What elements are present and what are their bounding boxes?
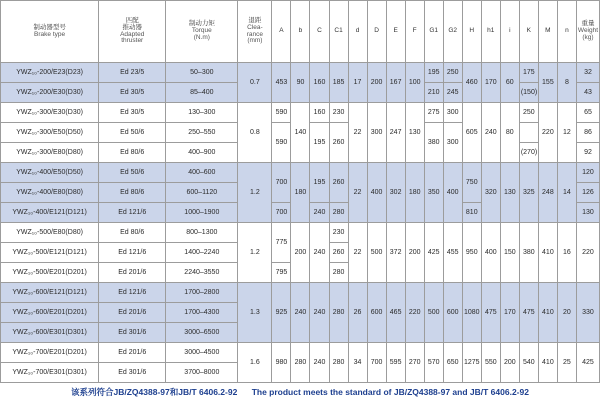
dim-c1: 260 (329, 123, 348, 163)
torque-cell: 3000–4500 (166, 343, 238, 363)
header-i: i (500, 1, 519, 63)
torque-cell: 1700–4300 (166, 303, 238, 323)
dim-c1: 230 (329, 223, 348, 243)
clearance-cell: 0.7 (238, 63, 272, 103)
thruster-cell: Ed 301/6 (99, 363, 166, 383)
dim-c: 195 (310, 123, 329, 163)
dim-c1: 260 (329, 243, 348, 263)
dim-h: 810 (462, 203, 481, 223)
torque-cell: 85–400 (166, 83, 238, 103)
dim-h: 605 (462, 103, 481, 163)
header-torque: 制动力矩 Torque (N.m) (166, 1, 238, 63)
dim-a: 775 (272, 223, 291, 263)
type-cell: YWZ₁₀-500/E201(D201) (1, 263, 99, 283)
weight-cell: 330 (576, 283, 599, 343)
type-cell: YWZ₁₀-200/E30(D30) (1, 83, 99, 103)
dim-e: 372 (386, 223, 405, 283)
header-k: K (519, 1, 538, 63)
torque-cell: 3700–8000 (166, 363, 238, 383)
thruster-cell: Ed 80/6 (99, 223, 166, 243)
type-cell: YWZ₁₀-400/E50(D50) (1, 163, 99, 183)
thruster-cell: Ed 201/6 (99, 343, 166, 363)
torque-cell: 1700–2800 (166, 283, 238, 303)
dim-h1: 240 (481, 103, 500, 163)
dim-g1: 500 (424, 283, 443, 343)
dim-i: 130 (500, 163, 519, 223)
dim-n: 25 (557, 343, 576, 383)
dim-d: 300 (367, 103, 386, 163)
torque-cell: 50–300 (166, 63, 238, 83)
thruster-cell: Ed 23/5 (99, 63, 166, 83)
dim-m: 248 (538, 163, 557, 223)
dim-g2: 455 (443, 223, 462, 283)
standards-footnote (0, 386, 600, 398)
type-cell: YWZ₁₀-400/E80(D80) (1, 183, 99, 203)
dim-c: 160 (310, 63, 329, 103)
torque-cell: 800–1300 (166, 223, 238, 243)
type-cell: YWZ₁₀-600/E301(D301) (1, 323, 99, 343)
dim-d: 700 (367, 343, 386, 383)
dim-a: 590 (272, 123, 291, 163)
dim-i: 170 (500, 283, 519, 343)
dim-g1: 210 (424, 83, 443, 103)
dim-c: 195 (310, 163, 329, 203)
header-h: H (462, 1, 481, 63)
dim-g2: 650 (443, 343, 462, 383)
weight-cell: 130 (576, 203, 599, 223)
dim-k: 540 (519, 343, 538, 383)
dim-g2: 400 (443, 163, 462, 223)
clearance-cell: 1.3 (238, 283, 272, 343)
dim-g2: 300 (443, 123, 462, 163)
dim-k: (150) (519, 83, 538, 103)
weight-cell: 126 (576, 183, 599, 203)
header-e: E (386, 1, 405, 63)
dim-a: 700 (272, 163, 291, 203)
clearance-cell: 1.2 (238, 223, 272, 283)
thruster-cell: Ed 301/6 (99, 323, 166, 343)
clearance-cell: 1.6 (238, 343, 272, 383)
clearance-cell: 0.8 (238, 103, 272, 163)
thruster-cell: Ed 121/6 (99, 243, 166, 263)
weight-cell: 43 (576, 83, 599, 103)
table-row (1, 63, 600, 83)
dim-h1: 320 (481, 163, 500, 223)
dim-c1: 260 (329, 163, 348, 203)
type-cell: YWZ₁₀-300/E50(D50) (1, 123, 99, 143)
footnote-chinese: 该系列符合JB/ZQ4388-97和JB/T 6406.2-92 (71, 387, 238, 397)
dim-k (519, 123, 538, 143)
dim-c1: 185 (329, 63, 348, 103)
thruster-cell: Ed 121/6 (99, 283, 166, 303)
dim-m: 410 (538, 343, 557, 383)
thruster-cell: Ed 50/6 (99, 123, 166, 143)
dim-g1: 275 (424, 103, 443, 123)
dim-d-small: 22 (348, 223, 367, 283)
dim-i: 150 (500, 223, 519, 283)
weight-cell: 425 (576, 343, 599, 383)
dim-g1: 380 (424, 123, 443, 163)
header-g2: G2 (443, 1, 462, 63)
dim-h: 950 (462, 223, 481, 283)
dim-h: 750 (462, 163, 481, 203)
dim-b: 180 (291, 163, 310, 223)
dim-n: 12 (557, 103, 576, 163)
weight-cell: 220 (576, 223, 599, 283)
dim-a: 795 (272, 263, 291, 283)
table-row (1, 103, 600, 123)
dim-a: 453 (272, 63, 291, 103)
dim-c: 240 (310, 203, 329, 223)
dim-h: 460 (462, 63, 481, 103)
dim-n: 20 (557, 283, 576, 343)
dim-f: 200 (405, 223, 424, 283)
dim-h: 1080 (462, 283, 481, 343)
thruster-cell: Ed 50/6 (99, 163, 166, 183)
header-thruster: 匹配 推动器 Adapted thruster (99, 1, 166, 63)
weight-cell: 92 (576, 143, 599, 163)
dim-e: 247 (386, 103, 405, 163)
torque-cell: 400–900 (166, 143, 238, 163)
dim-e: 465 (386, 283, 405, 343)
footnote-english: The product meets the standard of JB/ZQ4388-97 and JB/T 6406.2-92 (251, 387, 529, 397)
dim-m: 220 (538, 103, 557, 163)
dim-h: 1275 (462, 343, 481, 383)
header-c1: C1 (329, 1, 348, 63)
header-brake-type: 制动器型号 Brake type (1, 1, 99, 63)
dim-c: 160 (310, 103, 329, 123)
dim-d: 200 (367, 63, 386, 103)
dim-g2: 300 (443, 103, 462, 123)
dim-h1: 400 (481, 223, 500, 283)
thruster-cell: Ed 30/5 (99, 83, 166, 103)
dim-c: 240 (310, 343, 329, 383)
type-cell: YWZ₁₀-600/E121(D121) (1, 283, 99, 303)
table-row (1, 223, 600, 243)
type-cell: YWZ₁₀-600/E201(D201) (1, 303, 99, 323)
dim-c1: 280 (329, 283, 348, 343)
dim-c1: 280 (329, 203, 348, 223)
dim-e: 302 (386, 163, 405, 223)
thruster-cell: Ed 80/6 (99, 183, 166, 203)
dim-f: 100 (405, 63, 424, 103)
torque-cell: 130–300 (166, 103, 238, 123)
dim-m: 410 (538, 223, 557, 283)
thruster-cell: Ed 201/6 (99, 303, 166, 323)
thruster-cell: Ed 121/6 (99, 203, 166, 223)
dim-d: 600 (367, 283, 386, 343)
type-cell: YWZ₁₀-300/E30(D30) (1, 103, 99, 123)
dim-g2: 600 (443, 283, 462, 343)
type-cell: YWZ₁₀-500/E80(D80) (1, 223, 99, 243)
dim-g1: 195 (424, 63, 443, 83)
dim-h1: 550 (481, 343, 500, 383)
dim-d: 400 (367, 163, 386, 223)
dim-k: 175 (519, 63, 538, 83)
header-d-small: d (348, 1, 367, 63)
dim-c1: 230 (329, 103, 348, 123)
dim-k: 325 (519, 163, 538, 223)
dim-a: 925 (272, 283, 291, 343)
dim-d-small: 34 (348, 343, 367, 383)
dim-n: 14 (557, 163, 576, 223)
torque-cell: 1400–2240 (166, 243, 238, 263)
header-h1: h1 (481, 1, 500, 63)
dim-f: 180 (405, 163, 424, 223)
dim-h1: 475 (481, 283, 500, 343)
dim-d-small: 22 (348, 163, 367, 223)
dim-k: (270) (519, 143, 538, 163)
type-cell: YWZ₁₀-300/E80(D80) (1, 143, 99, 163)
torque-cell: 2240–3550 (166, 263, 238, 283)
dim-a: 980 (272, 343, 291, 383)
type-cell: YWZ₁₀-700/E201(D201) (1, 343, 99, 363)
header-n: n (557, 1, 576, 63)
weight-cell: 65 (576, 103, 599, 123)
dim-g1: 425 (424, 223, 443, 283)
header-a: A (272, 1, 291, 63)
dim-m: 410 (538, 283, 557, 343)
dim-c1: 280 (329, 263, 348, 283)
dim-b: 90 (291, 63, 310, 103)
clearance-cell: 1.2 (238, 163, 272, 223)
type-cell: YWZ₁₀-500/E121(D121) (1, 243, 99, 263)
dim-f: 270 (405, 343, 424, 383)
header-clearance: 退距 Clea- rance (mm) (238, 1, 272, 63)
type-cell: YWZ₁₀-200/E23(D23) (1, 63, 99, 83)
header-f: F (405, 1, 424, 63)
dim-m: 155 (538, 63, 557, 103)
dim-a: 700 (272, 203, 291, 223)
dim-e: 595 (386, 343, 405, 383)
thruster-cell: Ed 30/5 (99, 103, 166, 123)
torque-cell: 250–550 (166, 123, 238, 143)
torque-cell: 600–1120 (166, 183, 238, 203)
dim-d: 500 (367, 223, 386, 283)
dim-f: 220 (405, 283, 424, 343)
dim-d-small: 17 (348, 63, 367, 103)
weight-cell: 120 (576, 163, 599, 183)
dim-k: 250 (519, 103, 538, 123)
torque-cell: 3000–6500 (166, 323, 238, 343)
torque-cell: 1000–1900 (166, 203, 238, 223)
header-c: C (310, 1, 329, 63)
header-row (1, 1, 600, 63)
dim-b: 240 (291, 283, 310, 343)
header-b: b (291, 1, 310, 63)
table-row (1, 283, 600, 303)
dim-e: 167 (386, 63, 405, 103)
dim-d-small: 22 (348, 103, 367, 163)
header-m: M (538, 1, 557, 63)
dim-n: 16 (557, 223, 576, 283)
type-cell: YWZ₁₀-400/E121(D121) (1, 203, 99, 223)
thruster-cell: Ed 201/6 (99, 263, 166, 283)
dim-i: 200 (500, 343, 519, 383)
dim-g2: 245 (443, 83, 462, 103)
dim-c: 240 (310, 283, 329, 343)
weight-cell: 32 (576, 63, 599, 83)
dim-b: 200 (291, 223, 310, 283)
weight-cell: 86 (576, 123, 599, 143)
table-row (1, 163, 600, 183)
dim-c1: 280 (329, 343, 348, 383)
dim-f: 130 (405, 103, 424, 163)
dim-d-small: 26 (348, 283, 367, 343)
dim-g1: 570 (424, 343, 443, 383)
header-weight: 重量 Weight (kg) (576, 1, 599, 63)
dim-n: 8 (557, 63, 576, 103)
dim-b: 280 (291, 343, 310, 383)
dim-c: 240 (310, 223, 329, 283)
type-cell: YWZ₁₀-700/E301(D301) (1, 363, 99, 383)
dim-a: 590 (272, 103, 291, 123)
dim-i: 60 (500, 63, 519, 103)
torque-cell: 400–600 (166, 163, 238, 183)
dim-k: 475 (519, 283, 538, 343)
header-g1: G1 (424, 1, 443, 63)
dim-h1: 170 (481, 63, 500, 103)
header-d: D (367, 1, 386, 63)
dim-k: 380 (519, 223, 538, 283)
dim-i: 80 (500, 103, 519, 163)
dim-g1: 350 (424, 163, 443, 223)
dim-g2: 250 (443, 63, 462, 83)
thruster-cell: Ed 80/6 (99, 143, 166, 163)
dim-b: 140 (291, 103, 310, 163)
table-row (1, 343, 600, 363)
